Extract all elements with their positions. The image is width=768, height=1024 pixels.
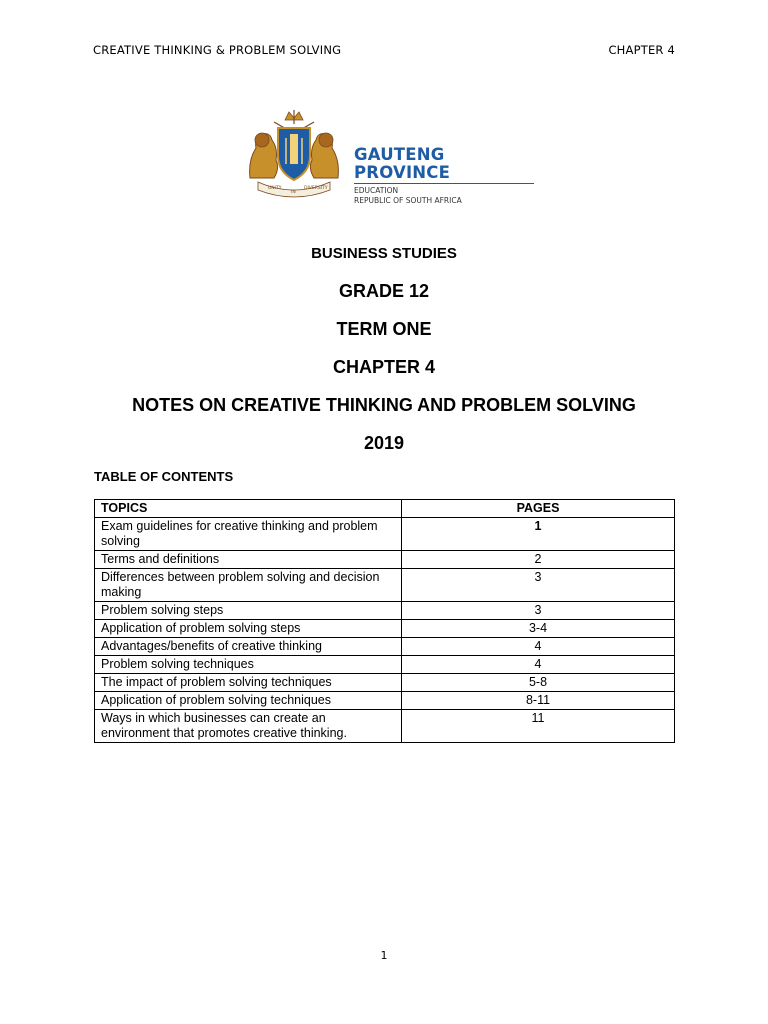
logo-line-education: EDUCATION [354, 186, 399, 195]
toc-page: 3-4 [402, 620, 675, 638]
logo-text [354, 146, 534, 206]
table-row [95, 674, 675, 692]
table-row [95, 620, 675, 638]
toc-table [94, 499, 675, 743]
gauteng-logo [244, 108, 534, 205]
table-row [95, 551, 675, 569]
motto-left: UNITY [268, 186, 282, 191]
header-chapter: CHAPTER 4 [608, 43, 675, 57]
toc-topic: Problem solving steps [95, 602, 402, 620]
table-row [95, 638, 675, 656]
toc-topic: Differences between problem solving and decision making [95, 569, 402, 602]
coat-of-arms-icon [244, 108, 344, 198]
running-header [93, 43, 675, 57]
notes-title: NOTES ON CREATIVE THINKING AND PROBLEM SOLVING [132, 395, 636, 415]
toc-page: 5-8 [402, 674, 675, 692]
toc-topic: The impact of problem solving techniques [95, 674, 402, 692]
table-row [95, 602, 675, 620]
subject-title: BUSINESS STUDIES [311, 245, 457, 262]
toc-heading: TABLE OF CONTENTS [94, 469, 234, 484]
year-title: 2019 [363, 433, 405, 453]
toc-col-topics: TOPICS [95, 500, 402, 518]
toc-topic: Terms and definitions [95, 551, 402, 569]
motto-mid: IN [291, 190, 296, 195]
toc-topic: Exam guidelines for creative thinking and problem solving [95, 518, 402, 551]
toc-topic: Ways in which businesses can create an environment that promotes creative thinking. [95, 710, 402, 743]
toc-topic: Application of problem solving steps [95, 620, 402, 638]
toc-page: 8-11 [402, 692, 675, 710]
table-row [95, 518, 675, 551]
table-row [95, 710, 675, 743]
toc-topic: Advantages/benefits of creative thinking [95, 638, 402, 656]
toc-topic: Problem solving techniques [95, 656, 402, 674]
toc-page: 3 [402, 602, 675, 620]
toc-page: 1 [402, 518, 675, 551]
logo-line-country: REPUBLIC OF SOUTH AFRICA [354, 196, 462, 205]
header-title: CREATIVE THINKING & PROBLEM SOLVING [93, 43, 342, 57]
term-title: TERM ONE [336, 319, 432, 339]
motto-right: DIVERSITY [304, 186, 328, 191]
page-number: 1 [380, 949, 388, 962]
toc-page: 3 [402, 569, 675, 602]
toc-page: 4 [402, 656, 675, 674]
toc-page: 4 [402, 638, 675, 656]
toc-header-row [95, 500, 675, 518]
toc-col-pages: PAGES [402, 500, 675, 518]
logo-title: GAUTENG PROVINCE [354, 146, 534, 184]
table-row [95, 569, 675, 602]
table-row [95, 692, 675, 710]
title-block [0, 244, 768, 454]
toc-page: 11 [402, 710, 675, 743]
table-row [95, 656, 675, 674]
toc-topic: Application of problem solving techniques [95, 692, 402, 710]
toc-page: 2 [402, 551, 675, 569]
grade-title: GRADE 12 [338, 281, 430, 301]
chapter-title: CHAPTER 4 [332, 357, 435, 377]
